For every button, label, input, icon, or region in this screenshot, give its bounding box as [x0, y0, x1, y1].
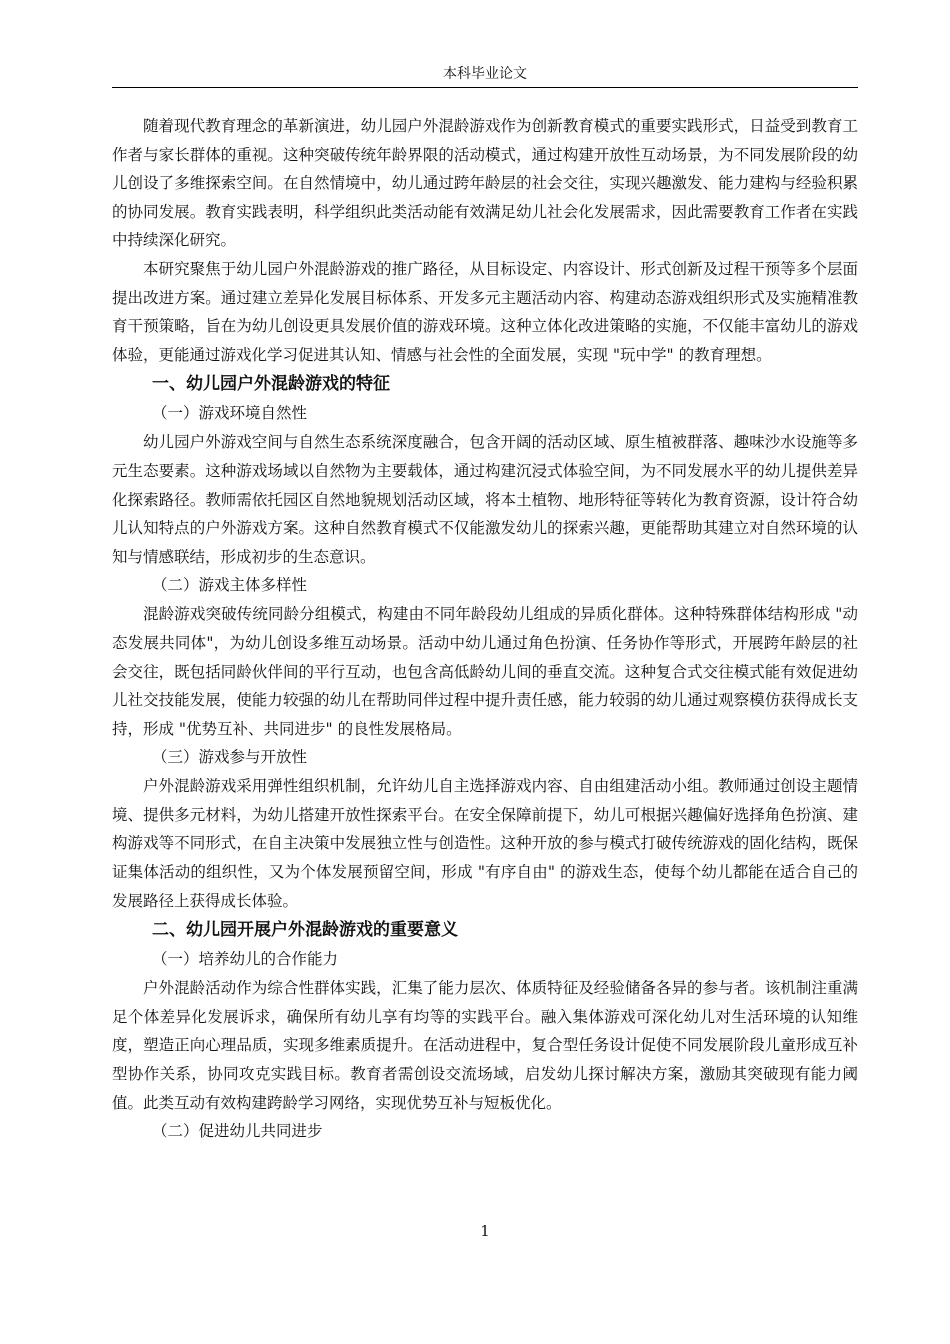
section-2-2-heading: （二）促进幼儿共同进步 [152, 1122, 323, 1141]
section-1-1-paragraph: 幼儿园户外游戏空间与自然生态系统深度融合，包含开阔的活动区域、原生植被群落、趣味沙水设施等多元生态要素。这种游戏场域以自然物为主要载体，通过构建沉浸式体验空间，为不同发展水平的幼儿提供差异化探索路径。教师需依托园区自然地貌规划活动区域，将本土植物、地形特征等转化为教育资源，设计符合幼儿认知特点的户外游戏方案。这种自然教育模式不仅能激发幼儿的探索兴趣，更能帮助其建立对自然环境的认知与情感联结，形成初步的生态意识。 [112, 433, 858, 566]
page-number: 1 [480, 1222, 490, 1240]
section-2-1-paragraph: 户外混龄活动作为综合性群体实践，汇集了能力层次、体质特征及经验储备各异的参与者。该机制注重满足个体差异化发展诉求，确保所有幼儿享有均等的实践平台。融入集体游戏可深化幼儿对生活环境的认知维度，塑造正向心理品质，实现多维素质提升。在活动进程中，复合型任务设计促使不同发展阶段儿童形成互补型协作关系，协同攻克实践目标。教育者需创设交流场域，启发幼儿探讨解决方案，激励其突破现有能力阈值。此类互动有效构建跨龄学习网络，实现优势互补与短板优化。 [112, 979, 858, 1112]
intro-paragraph-2: 本研究聚焦于幼儿园户外混龄游戏的推广路径，从目标设定、内容设计、形式创新及过程干预等多个层面提出改进方案。通过建立差异化发展目标体系、开发多元主题活动内容、构建动态游戏组织形式及实施精准教育干预策略，旨在为幼儿创设更具发展价值的游戏环境。这种立体化改进策略的实施，不仅能丰富幼儿的游戏体验，更能通过游戏化学习促进其认知、情感与社会性的全面发展，实现 "玩中学" 的教育理想。 [112, 259, 858, 364]
section-1-heading: 一、幼儿园户外混龄游戏的特征 [152, 374, 390, 395]
section-2-heading: 二、幼儿园开展户外混龄游戏的重要意义 [152, 920, 458, 941]
section-1-2-heading: （二）游戏主体多样性 [152, 576, 308, 595]
section-1-1-heading: （一）游戏环境自然性 [152, 404, 308, 423]
running-header: 本科毕业论文 [443, 66, 527, 82]
section-1-2-paragraph: 混龄游戏突破传统同龄分组模式，构建由不同年龄段幼儿组成的异质化群体。这种特殊群体结构形成 "动态发展共同体"，为幼儿创设多维互动场景。活动中幼儿通过角色扮演、任务协作等形式，开展跨年龄层的社会交往，既包括同龄伙伴间的平行互动，也包含高低龄幼儿间的垂直交流。这种复合式交往模式能有效促进幼儿社交技能发展，使能力较强的幼儿在帮助同伴过程中提升责任感，能力较弱的幼儿通过观察模仿获得成长支持，形成 "优势互补、共同进步" 的良性发展格局。 [112, 605, 858, 738]
body-text [112, 112, 858, 1146]
section-1-3-heading: （三）游戏参与开放性 [152, 748, 308, 767]
section-1-3-paragraph: 户外混龄游戏采用弹性组织机制，允许幼儿自主选择游戏内容、自由组建活动小组。教师通过创设主题情境、提供多元材料，为幼儿搭建开放性探索平台。在安全保障前提下，幼儿可根据兴趣偏好选择角色扮演、建构游戏等不同形式，在自主决策中发展独立性与创造性。这种开放的参与模式打破传统游戏的固化结构，既保证集体活动的组织性，又为个体发展预留空间，形成 "有序自由" 的游戏生态，使每个幼儿都能在适合自己的发展路径上获得成长体验。 [112, 777, 858, 910]
intro-paragraph-1: 随着现代教育理念的革新演进，幼儿园户外混龄游戏作为创新教育模式的重要实践形式，日益受到教育工作者与家长群体的重视。这种突破传统年龄界限的活动模式，通过构建开放性互动场景，为不同发展阶段的幼儿创设了多维探索空间。在自然情境中，幼儿通过跨年龄层的社会交往，实现兴趣激发、能力建构与经验积累的协同发展。教育实践表明，科学组织此类活动能有效满足幼儿社会化发展需求，因此需要教育工作者在实践中持续深化研究。 [112, 117, 858, 250]
section-2-1-heading: （一）培养幼儿的合作能力 [152, 950, 339, 969]
header-rule [112, 87, 858, 88]
